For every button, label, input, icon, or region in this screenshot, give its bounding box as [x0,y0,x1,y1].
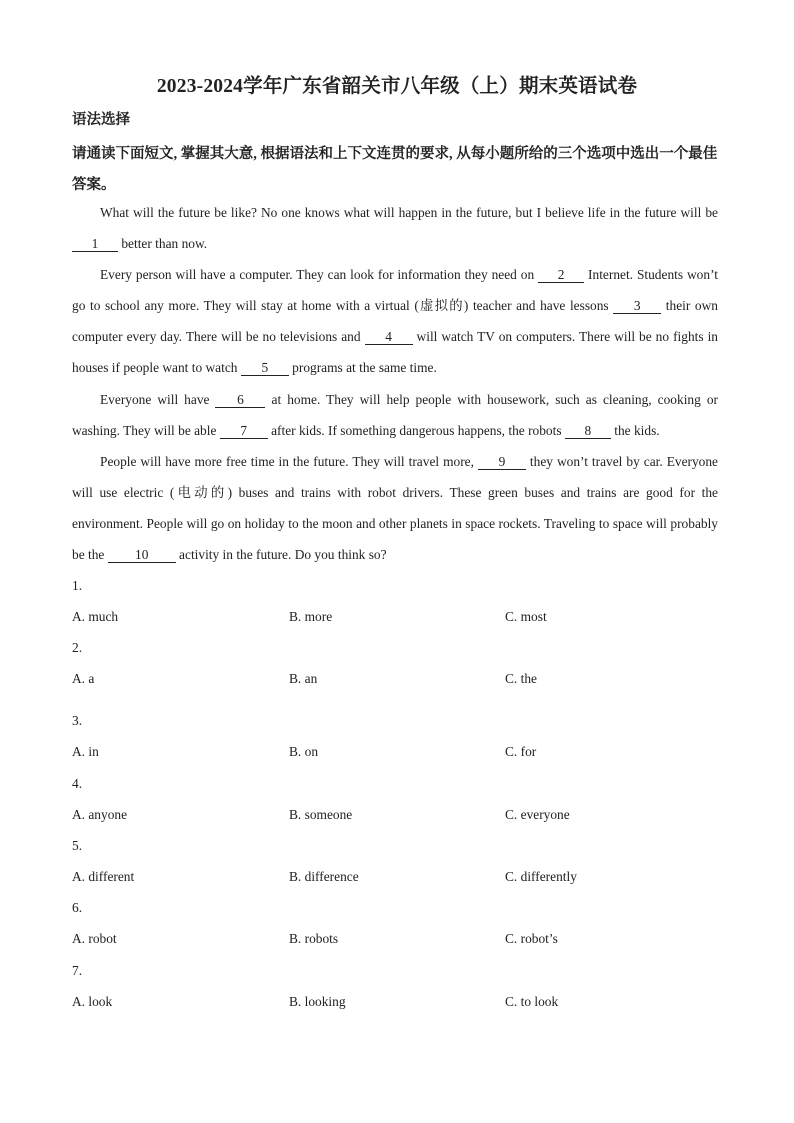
question-7 [72,963,732,1014]
option-a[interactable]: A. a [72,671,95,686]
instructions: 请通读下面短文, 掌握其大意, 根据语法和上下文连贯的要求, 从每小题所给的三个选项中选出一个最佳答案。 [72,146,718,193]
option-b[interactable]: B. robots [289,931,339,946]
option-a[interactable]: A. anyone [72,807,128,822]
question-4 [72,776,732,827]
option-b[interactable]: B. someone [289,807,353,822]
question-2 [72,640,732,691]
question-number: 6. [72,900,83,915]
question-3 [72,713,732,764]
option-a[interactable]: A. robot [72,931,117,946]
option-a[interactable]: A. different [72,869,135,884]
passage-paragraph: Every person will have a computer. They can look for information they need on 2 Internet. Students won’t go to school any more. They will stay at home with a virtual (虚拟的) teacher and have lessons 3 their own computer every day. There will be no televisions and 4 will watch TV on computers. There will be no fights in houses if people want to watch 5 programs at the same time. [72,267,719,376]
answer-blank: 10 [108,547,176,563]
answer-blank: 5 [241,360,289,376]
answer-blank: 3 [613,298,661,314]
question-number: 3. [72,713,83,728]
exam-title: 2023-2024学年广东省韶关市八年级（上）期末英语试卷 [156,76,638,97]
question-number: 2. [72,640,83,655]
answer-blank: 2 [538,267,584,283]
answer-blank: 6 [215,392,265,408]
section-heading: 语法选择 [72,112,130,128]
option-a[interactable]: A. in [72,744,99,759]
option-c[interactable]: C. for [505,744,537,759]
answer-blank: 1 [72,236,118,252]
question-number: 7. [72,963,83,978]
option-b[interactable]: B. an [289,671,318,686]
answer-blank: 9 [478,454,526,470]
question-6 [72,900,732,951]
answer-blank: 8 [565,423,611,439]
option-b[interactable]: B. more [289,609,333,624]
passage-paragraph: What will the future be like? No one knows what will happen in the future, but I believe life in the future will be 1 better than now. [72,197,718,259]
option-c[interactable]: C. most [505,609,547,624]
question-5 [72,838,732,889]
question-number: 1. [72,578,83,593]
passage-paragraph: Everyone will have 6 at home. They will help people with housework, such as cleaning, cooking or washing. They will be able 7 after kids. If something dangerous happens, the robots 8 the kids. [72,391,718,438]
option-a[interactable]: A. look [72,994,113,1009]
option-b[interactable]: B. difference [289,869,359,884]
option-c[interactable]: C. the [505,671,537,686]
reading-passage [72,197,718,570]
option-c[interactable]: C. to look [505,994,559,1009]
passage-paragraph: People will have more free time in the future. They will travel more, 9 they won’t travel by car. Everyone will use electric (电动的) buses and trains with robot drivers. These green buses and trains are good for the environment. People will go on holiday to the moon and other planets in space rockets. Traveling to space will probably be the 10 activity in the future. Do you think so? [72,453,718,563]
option-c[interactable]: C. differently [505,869,577,884]
question-1 [72,578,732,629]
question-number: 5. [72,838,83,853]
option-a[interactable]: A. much [72,609,119,624]
option-b[interactable]: B. on [289,744,319,759]
option-c[interactable]: C. robot’s [505,931,558,946]
answer-blank: 7 [220,423,268,439]
answer-blank: 4 [365,329,413,345]
option-b[interactable]: B. looking [289,994,346,1009]
question-number: 4. [72,776,83,791]
option-c[interactable]: C. everyone [505,807,570,822]
